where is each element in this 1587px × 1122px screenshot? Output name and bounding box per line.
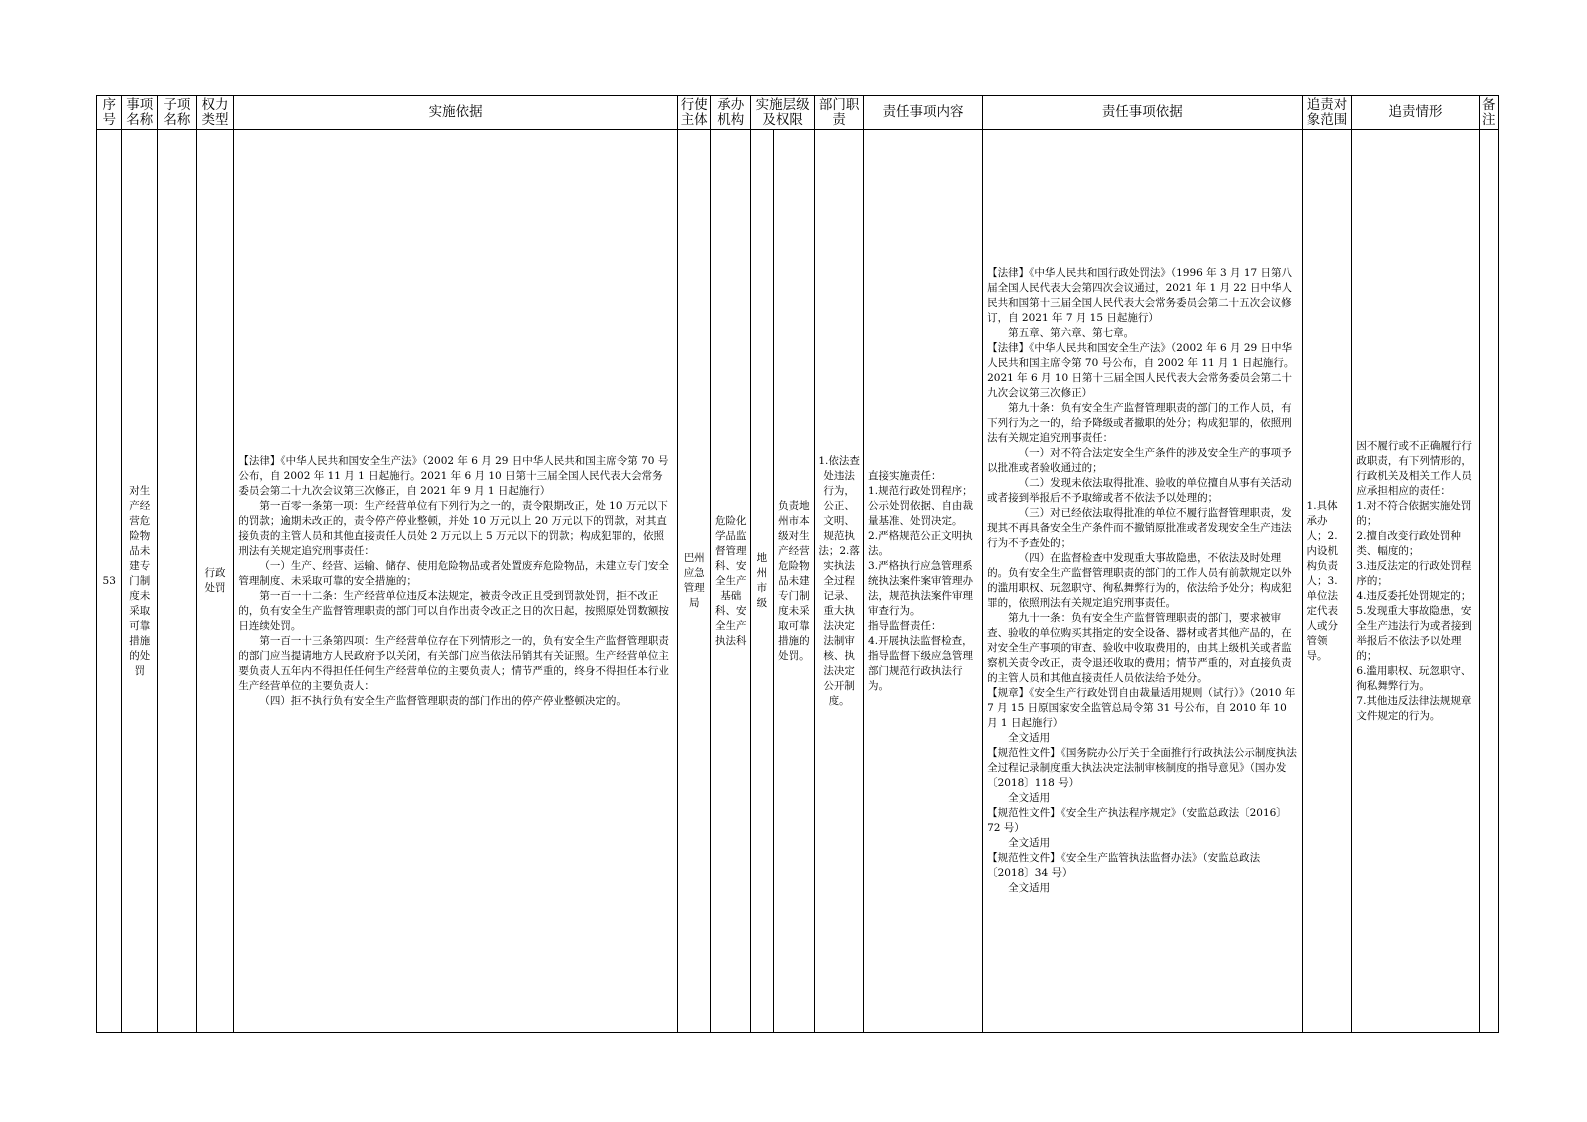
header-power-type: 权力类型 [196, 96, 234, 130]
situation-line: 2.擅自改变行政处罚种类、幅度的； [1356, 529, 1461, 557]
basis-clause-4: （四）拒不执行负有安全生产监督管理职责的部门作出的停产停业整顿决定的。 [259, 694, 627, 707]
cell-subject: 巴州应急管理局 [677, 130, 711, 1033]
power-list-table [96, 95, 1499, 1033]
resp-basis-line: 全文适用 [1008, 732, 1051, 744]
resp-content-line: 指导监督责任： [868, 619, 942, 632]
cell-item-name: 对生产经营危险物品未建专门制度未采取可靠措施的处罚 [122, 130, 158, 1033]
cell-power-type: 行政处罚 [196, 130, 234, 1033]
header-item-name: 事项名称 [122, 96, 158, 130]
cell-scope: 1.具体承办人；2.内设机构负责人；3.单位法定代表人或分管领导。 [1302, 130, 1352, 1033]
resp-basis-line: 【法律】《中华人民共和国安全生产法》（2002 年 6 月 29 日中华人民共和国主席令第 70 号公布，自 2002 年 11 月 1 日起施行。2021 年 6 月 10 日第十三届全国人民代表大会常务委员会第二十九次会议第三次修正） [987, 342, 1295, 399]
resp-basis-line: 全文适用 [1008, 837, 1051, 849]
resp-content-line: 4.开展执法监督检查，指导监督下级应急管理部门规范行政执法行为。 [868, 634, 974, 692]
resp-content-line: 直接实施责任： [868, 469, 942, 482]
basis-clause-1: （一）生产、经营、运输、储存、使用危险物品或者处置废弃危险物品，未建立专门安全管理制度、未采取可靠的安全措施的； [238, 559, 669, 587]
table-row [97, 130, 1499, 1033]
header-scope: 追责对象范围 [1302, 96, 1352, 130]
cell-basis [234, 130, 678, 1033]
situation-line: 3.违反法定的行政处罚程序的； [1356, 559, 1472, 587]
situation-line: 7.其他违反法律法规规章文件规定的行为。 [1356, 694, 1472, 722]
resp-content-line: 3.严格执行应急管理系统执法案件案审管理办法，规范执法案件审理审查行为。 [868, 559, 974, 617]
situation-line: 因不履行或不正确履行行政职责，有下列情形的，行政机关及相关工作人员应承担相应的责任： [1356, 439, 1472, 497]
resp-content-line: 1.规范行政处罚程序；公示处罚依据、自由裁量基准、处罚决定。 [868, 484, 974, 527]
header-resp-basis: 责任事项依据 [983, 96, 1302, 130]
header-note: 备注 [1479, 96, 1498, 130]
resp-basis-line: 【规章】《安全生产行政处罚自由裁量适用规则（试行）》（2010 年 7 月 15 日原国家安全监管总局令第 31 号公布，自 2010 年 10 月 1 日起施行） [987, 687, 1296, 729]
header-agency: 承办机构 [711, 96, 751, 130]
resp-basis-line: 第五章、第六章、第七章。 [1008, 327, 1135, 339]
resp-basis-line: 【规范性文件】《国务院办公厅关于全面推行行政执法公示制度执法全过程记录制度重大执法决定法制审核制度的指导意见》（国办发〔2018〕118 号） [987, 747, 1297, 789]
situation-line: 4.违反委托处罚规定的； [1356, 589, 1472, 602]
cell-seq: 53 [97, 130, 122, 1033]
resp-basis-line: （一）对不符合法定安全生产条件的涉及安全生产的事项予以批准或者验收通过的； [987, 447, 1292, 474]
cell-agency: 危险化学品监督管理科、安全生产基础科、安全生产执法科 [711, 130, 751, 1033]
resp-basis-line: 【规范性文件】《安全生产监管执法监督办法》（安监总政法〔2018〕34 号） [987, 852, 1261, 879]
cell-note [1479, 130, 1498, 1033]
resp-basis-line: 第九十条：负有安全生产监督管理职责的部门的工作人员，有下列行为之一的，给予降级或者撤职的处分；构成犯罪的，依照刑法有关规定追究刑事责任： [987, 402, 1292, 444]
cell-resp-content [864, 130, 983, 1033]
resp-basis-line: （三）对已经依法取得批准的单位不履行监督管理职责，发现其不再具备安全生产条件而不撤销原批准或者发现安全生产违法行为不予查处的； [987, 507, 1292, 549]
header-resp-content: 责任事项内容 [864, 96, 983, 130]
basis-article-101: 第一百零一条第一项：生产经营单位有下列行为之一的，责令限期改正，处 10 万元以下的罚款；逾期未改正的，责令停产停业整顿，并处 10 万元以上 20 万元以下的罚款，对其直接负责的主管人员和其他直接责任人员处 2 万元以上 5 万元以下的罚款；构成犯罪的，依照刑法有关规定追究刑事责任： [238, 499, 668, 557]
resp-basis-line: 【规范性文件】《安全生产执法程序规定》（安监总政法〔2016〕72 号） [987, 807, 1287, 834]
resp-basis-line: 【法律】《中华人民共和国行政处罚法》（1996 年 3 月 17 日第八届全国人民代表大会第四次会议通过，2021 年 1 月 22 日中华人民共和国第十三届全国人民代表大会常务委员会第二十五次会议修订，自 2021 年 7 月 15 日起施行） [987, 267, 1293, 324]
header-subject: 行使主体 [677, 96, 711, 130]
header-duty: 部门职责 [815, 96, 864, 130]
resp-basis-line: （二）发现未依法取得批准、验收的单位擅自从事有关活动或者接到举报后不予取缔或者不依法予以处理的； [987, 477, 1292, 504]
cell-situation [1352, 130, 1479, 1033]
resp-basis-line: （四）在监督检查中发现重大事故隐患，不依法及时处理的。负有安全生产监督管理职责的部门的工作人员有前款规定以外的滥用职权、玩忽职守、徇私舞弊行为的，依法给予处分；构成犯罪的，依照刑法有关规定追究刑事责任。 [987, 552, 1292, 609]
cell-resp-basis [983, 130, 1302, 1033]
header-row [97, 96, 1499, 130]
resp-basis-line: 全文适用 [1008, 882, 1051, 894]
cell-level-a: 地州市级 [751, 130, 773, 1033]
cell-sub-item [158, 130, 197, 1033]
header-sub-item: 子项名称 [158, 96, 197, 130]
header-situation: 追责情形 [1352, 96, 1479, 130]
situation-line: 6.滥用职权、玩忽职守、徇私舞弊行为。 [1356, 664, 1472, 692]
header-seq: 序号 [97, 96, 122, 130]
basis-law-title: 【法律】《中华人民共和国安全生产法》（2002 年 6 月 29 日中华人民共和国主席令第 70 号公布，自 2002 年 11 月 1 日起施行。2021 年 6 月 10 日第十三届全国人民代表大会常务委员会第二十九次会议第三次修正，自 2021 年 9 月 1 日起施行） [238, 454, 669, 497]
header-level: 实施层级及权限 [751, 96, 815, 130]
basis-article-112: 第一百一十二条：生产经营单位违反本法规定，被责令改正且受到罚款处罚，拒不改正的，负有安全生产监督管理职责的部门可以自作出责令改正之日的次日起，按照原处罚数额按日连续处罚。 [238, 589, 669, 632]
resp-content-line: 2.严格规范公正文明执法。 [868, 529, 973, 557]
situation-line: 1.对不符合依据实施处罚的； [1356, 499, 1472, 527]
situation-line: 5.发现重大事故隐患，安全生产违法行为或者接到举报后不依法予以处理的； [1356, 604, 1472, 662]
header-basis: 实施依据 [234, 96, 678, 130]
basis-article-113: 第一百一十三条第四项：生产经营单位存在下列情形之一的，负有安全生产监督管理职责的部门应当提请地方人民政府予以关闭，有关部门应当依法吊销其有关证照。生产经营单位主要负责人五年内不得担任任何生产经营单位的主要负责人；情节严重的，终身不得担任本行业生产经营单位的主要负责人： [238, 634, 669, 692]
cell-duty: 1.依法查处违法行为，公正、文明、规范执法；2.落实执法全过程记录、重大执法决定法制审核、执法决定公开制度。 [815, 130, 864, 1033]
resp-basis-line: 第九十一条：负有安全生产监督管理职责的部门，要求被审查、验收的单位购买其指定的安全设备、器材或者其他产品的，在对安全生产事项的审查、验收中收取费用的，由其上级机关或者监察机关责令改正，责令退还收取的费用；情节严重的，对直接负责的主管人员和其他直接责任人员依法给予处分。 [987, 612, 1292, 684]
resp-basis-line: 全文适用 [1008, 792, 1051, 804]
cell-level-b: 负责地州市本级对生产经营危险物品未建专门制度未采取可靠措施的处罚。 [773, 130, 815, 1033]
